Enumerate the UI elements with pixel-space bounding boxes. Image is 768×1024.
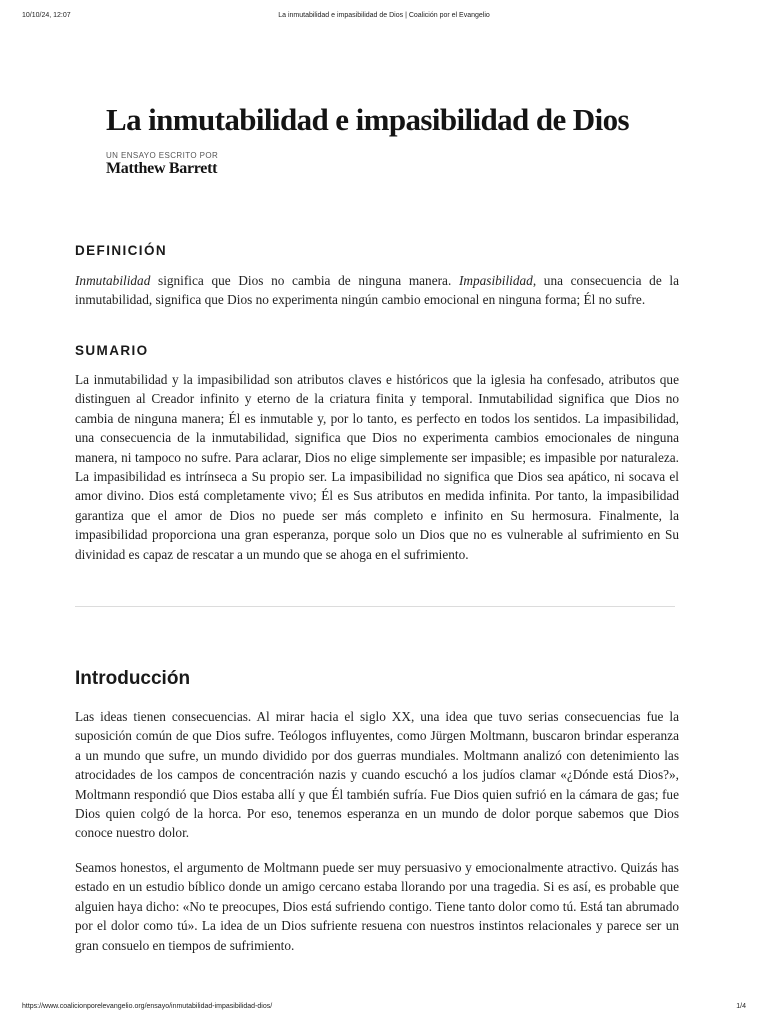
definicion-text-part2: , una consecuencia de la inmutabilidad, significa que Dios no experimenta ningún cambio emocional en ninguna forma; Él no sufre. <box>75 273 679 308</box>
print-header <box>0 12 768 22</box>
term-impasibilidad: Impasibilidad <box>458 273 533 288</box>
section-divider <box>75 606 675 607</box>
sumario-heading: SUMARIO <box>75 343 149 358</box>
introduccion-paragraph-1: Las ideas tienen consecuencias. Al mirar hacia el siglo XX, una idea que tuvo serias consecuencias fue la suposición común de que Dios sufre. Teólogos influyentes, como Jürgen Moltmann, buscaron brindar esperanza a un mundo que sufre, un mundo dividido por dos guerras mundiales. Moltmann analizó con detenimiento las atrocidades de los campos de concentración nazis y cuando escuchó a los judíos clamar «¿Dónde está Dios?», Moltmann respondió que Dios estaba allí y que Él también sufría. Fue Dios quien sufrió en la cámara de gas; fue Dios quien colgó de la horca. Por eso, tenemos esperanza en un mundo de dolor porque sabemos que Dios conoce nuestro dolor. <box>75 709 679 841</box>
print-url: https://www.coalicionporelevangelio.org/ensayo/inmutabilidad-impasibilidad-dios/ <box>22 1003 273 1010</box>
author-name: Matthew Barrett <box>106 160 218 177</box>
byline-label: UN ENSAYO ESCRITO POR <box>106 151 219 160</box>
print-datetime: 10/10/24, 12:07 <box>22 12 71 19</box>
definicion-text <box>75 271 679 310</box>
print-page-title: La inmutabilidad e impasibilidad de Dios | Coalición por el Evangelio <box>278 12 490 19</box>
definicion-heading: DEFINICIÓN <box>75 243 168 258</box>
introduccion-heading: Introducción <box>75 668 191 689</box>
term-inmutabilidad: Inmutabilidad <box>75 273 151 288</box>
introduccion-paragraph-2: Seamos honestos, el argumento de Moltmann puede ser muy persuasivo y emocionalmente atractivo. Quizás has estado en un estudio bíblico donde un amigo cercano estaba llorando por una tragedia. Si es así, es probable que alguien haya dicho: «No te preocupes, Dios está sufriendo contigo. Tiene tanto dolor como tú. Está tan abrumado por el dolor como tú». La idea de un Dios sufriente resuena con nuestros instintos relacionales y parece ser un gran consuelo en tiempos de sufrimiento. <box>75 860 679 953</box>
article-title: La inmutabilidad e impasibilidad de Dios <box>106 102 629 137</box>
page-number: 1/4 <box>736 1003 746 1010</box>
print-footer <box>0 1003 768 1013</box>
sumario-text: La inmutabilidad y la impasibilidad son atributos claves e históricos que la iglesia ha confesado, atributos que distinguen al Creador infinito y eterno de la criatura finita y temporal. Inmutabilidad significa que Dios no cambia de ninguna manera; Él es inmutable y, por lo tanto, es perfecto en todos los sentidos. La impasibilidad, una consecuencia de la inmutabilidad, significa que Dios no experimenta cambios emocionales de ninguna manera, ni tampoco no sufre. Para aclarar, Dios no elige simplemente ser impasible; es impasible por naturaleza. La impasibilidad es intrínseca a Su propio ser. La impasibilidad no significa que Dios sea apático, ni socava el amor divino. Dios está completamente vivo; Él es Sus atributos en medida infinita. Por tanto, la impasibilidad garantiza que el amor de Dios no puede ser más completo e infinito en Su hermosura. Finalmente, la impasibilidad proporciona una gran esperanza, porque solo un Dios que no es vulnerable al sufrimiento en Su divinidad es capaz de rescatar a un mundo que se ahoga en el sufrimiento. <box>75 372 679 562</box>
definicion-text-part1: significa que Dios no cambia de ninguna manera. <box>150 273 459 288</box>
